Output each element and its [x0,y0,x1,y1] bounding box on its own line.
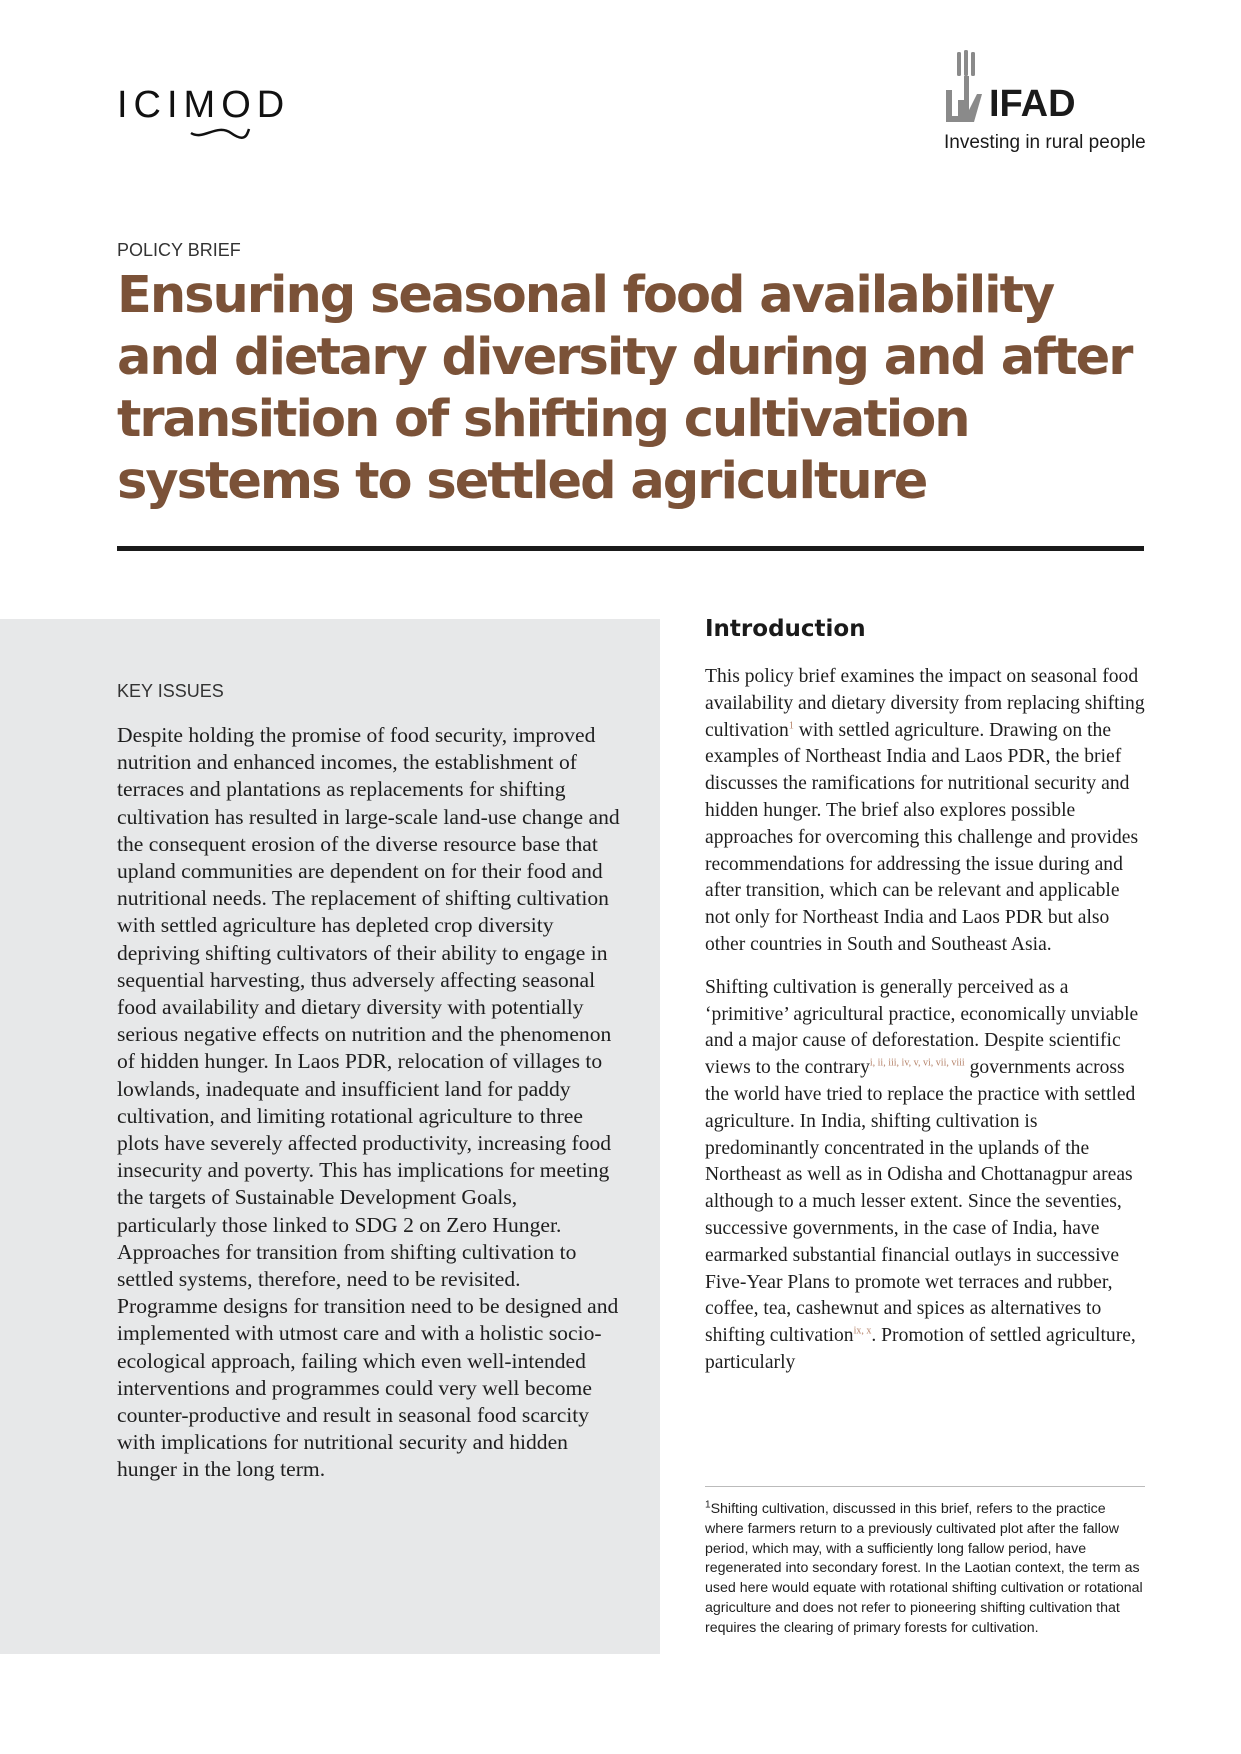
introduction-section [705,664,1145,1393]
footnote-reference-1: 1 [788,720,794,732]
page-title: Ensuring seasonal food availability and dietary diversity during and after transition of shifting cultivation systems to settled agriculture [117,266,1132,511]
intro-p2-text-a: Shifting cultivation is generally perceived as a ‘primitive’ agricultural practice, economically unviable and a major cause of deforestation. Despite scientific views to the contrary [705,976,1139,1079]
document-type-label: POLICY BRIEF [117,240,241,260]
footnote-text: Shifting cultivation, discussed in this brief, refers to the practice where farmers return to a previously cultivated plot after the fallow period, which may, with a sufficiently long fallow period, have regenerated into secondary forest. In the Laotian context, the term as used here would equate with rotational shifting cultivation or rotational agriculture and does not refer to pioneering shifting cultivation that requires the clearing of primary forests for cultivation. [705,1501,1143,1636]
key-issues-body: Despite holding the promise of food security, improved nutrition and enhanced incomes, the establishment of terraces and plantations as replacements for shifting cultivation has resulted in large-scale land-use change and the consequent erosion of the diverse resource base that upland communities are dependent on for their food and nutritional needs. The replacement of shifting cultivation with settled agriculture has depleted crop diversity depriving shifting cultivators of their ability to engage in sequential harvesting, thus adversely affecting seasonal food availability and dietary diversity with potentially serious negative effects on nutrition and the phenomenon of hidden hunger. In Laos PDR, relocation of villages to lowlands, inadequate and insufficient land for paddy cultivation, and limiting rotational agriculture to three plots have severely affected productivity, increasing food insecurity and poverty. This has implications for meeting the targets of Sustainable Development Goals, particularly those linked to SDG 2 on Zero Hunger. Approaches for transition from shifting cultivation to settled systems, therefore, need to be revisited. Programme designs for transition need to be designed and implemented with utmost care and with a holistic socio-ecological approach, failing which even well-intended interventions and programmes could very well become counter-productive and result in seasonal food scarcity with implications for nutritional security and hidden hunger in the long term. [117,723,620,1482]
ifad-logo [944,50,1144,160]
ifad-wheat-emblem-icon [944,50,990,128]
ifad-logo-text: IFAD [989,83,1076,125]
intro-p1-text-b: with settled agriculture. Drawing on the examples of Northeast India and Laos PDR, the brief discusses the ramifications for nutritional security and hidden hunger. The brief also explores possible approaches for overcoming this challenge and provides recommendations for addressing the issue during and after transition, which can be relevant and applicable not only for Northeast India and Laos PDR but also other countries in South and Southeast Asia. [705,719,1139,955]
intro-p1-text-a: This policy brief examines the impact on seasonal food availability and dietary diversity from replacing shifting cultivation [705,666,1145,741]
footnote-divider [705,1486,1145,1487]
intro-p2-text-b: governments across the world have tried to replace the practice with settled agriculture. In India, shifting cultivation is predominantly concentrated in the uplands of the Northeast as well as in Odisha and Chottanagpur areas although to a much lesser extent. Since the seventies, successive governments, in the case of India, have earmarked substantial financial outlays in successive Five-Year Plans to promote wet terraces and rubber, coffee, tea, cashewnut and spices as alternatives to shifting cultivation [705,1057,1136,1347]
footnote [705,1500,1145,1639]
citation-references-i-viii: i, ii, iii, iv, v, vi, vii, viii [869,1057,965,1069]
icimod-swoosh-icon [189,125,251,141]
ifad-tagline: Investing in rural people [944,132,1146,153]
citation-references-ix-x: ix, x [853,1325,872,1337]
introduction-heading: Introduction [705,616,866,642]
icimod-logo-text: ICIMOD [117,84,291,126]
title-divider [117,546,1144,551]
introduction-paragraph-1 [705,664,1145,959]
icimod-logo [117,84,290,127]
footnote-mark: 1 [705,1499,711,1511]
intro-p2-text-c: . Promotion of settled agriculture, particularly [705,1325,1136,1373]
introduction-paragraph-2 [705,975,1145,1377]
key-issues-heading: KEY ISSUES [117,681,224,701]
